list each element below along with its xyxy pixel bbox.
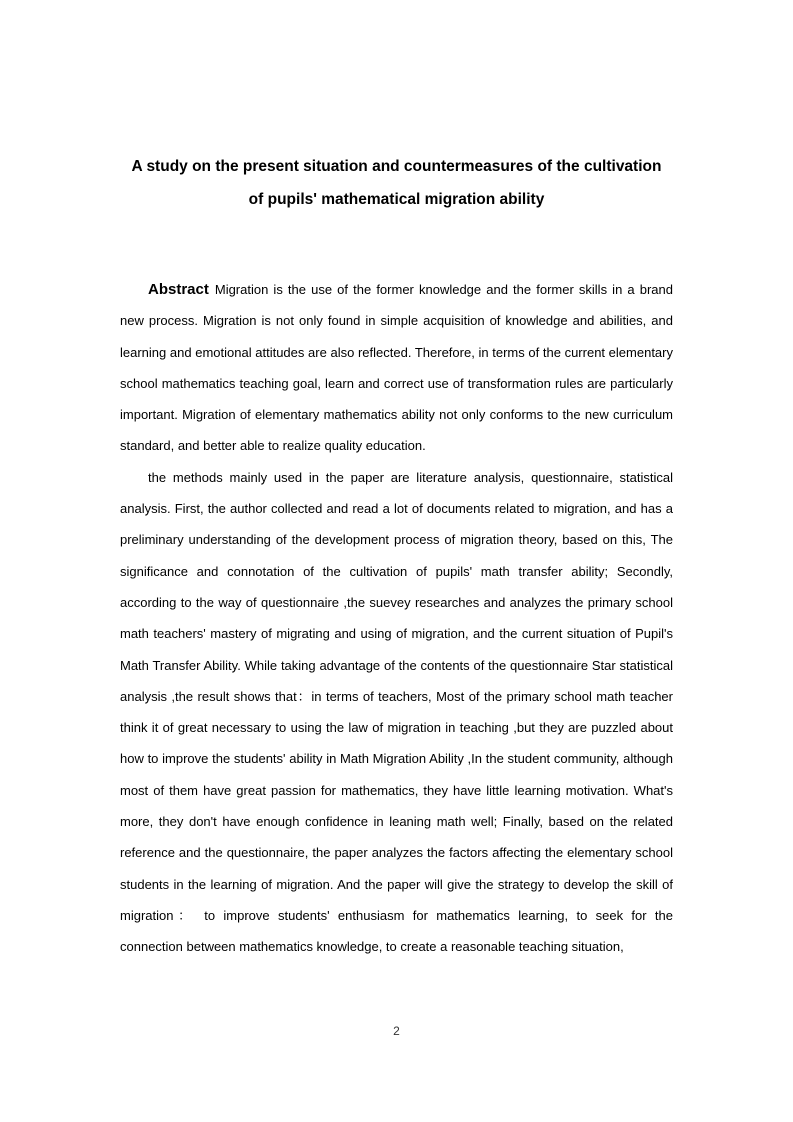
- paper-title: [100, 150, 693, 216]
- paper-title-line-2: of pupils' mathematical migration ability: [248, 191, 545, 208]
- abstract-section: [120, 274, 673, 963]
- page-number: 2: [393, 1024, 400, 1038]
- abstract-paragraph-1: [120, 274, 673, 462]
- abstract-paragraph-2: the methods mainly used in the paper are literature analysis, questionnaire, statistical analysis. First, the author collected and read a lot of documents related to migration, and has a preliminary understanding of the development process of migration theory, based on this, The significance and connotation of the cultivation of pupils' math transfer ability; Secondly, according to the way of questionnaire ,the suevey researches and analyzes the primary school math teachers' mastery of migrating and using of migration, and the current situation of Pupil's Math Transfer Ability. While taking advantage of the contents of the questionnaire Star statistical analysis ,the result shows that：in terms of teachers, Most of the primary school math teacher think it of great necessary to using the law of migration in teaching ,but they are puzzled about how to improve the students' ability in Math Migration Ability ,In the student community, although most of them have great passion for mathematics, they have little learning motivation. What's more, they don't have enough confidence in leaning math well; Finally, based on the related reference and the questionnaire, the paper analyzes the factors affecting the elementary school students in the learning of migration. And the paper will give the strategy to develop the skill of migration： to improve students' enthusiasm for mathematics learning, to seek for the connection between mathematics knowledge, to create a reasonable teaching situation,: [120, 469, 673, 955]
- abstract-paragraph-1-text: Migration is the use of the former knowledge and the former skills in a brand new process. Migration is not only found in simple acquisition of knowledge and abilities, and learning and emotional attitudes are also reflected. Therefore, in terms of the current elementary school mathematics teaching goal, learn and correct use of transformation rules are particularly important. Migration of elementary mathematics ability not only conforms to the new curriculum standard, and better able to realize quality education.: [120, 282, 673, 454]
- paper-title-line-1: A study on the present situation and countermeasures of the cultivation: [131, 158, 662, 175]
- abstract-label: Abstract: [148, 281, 209, 298]
